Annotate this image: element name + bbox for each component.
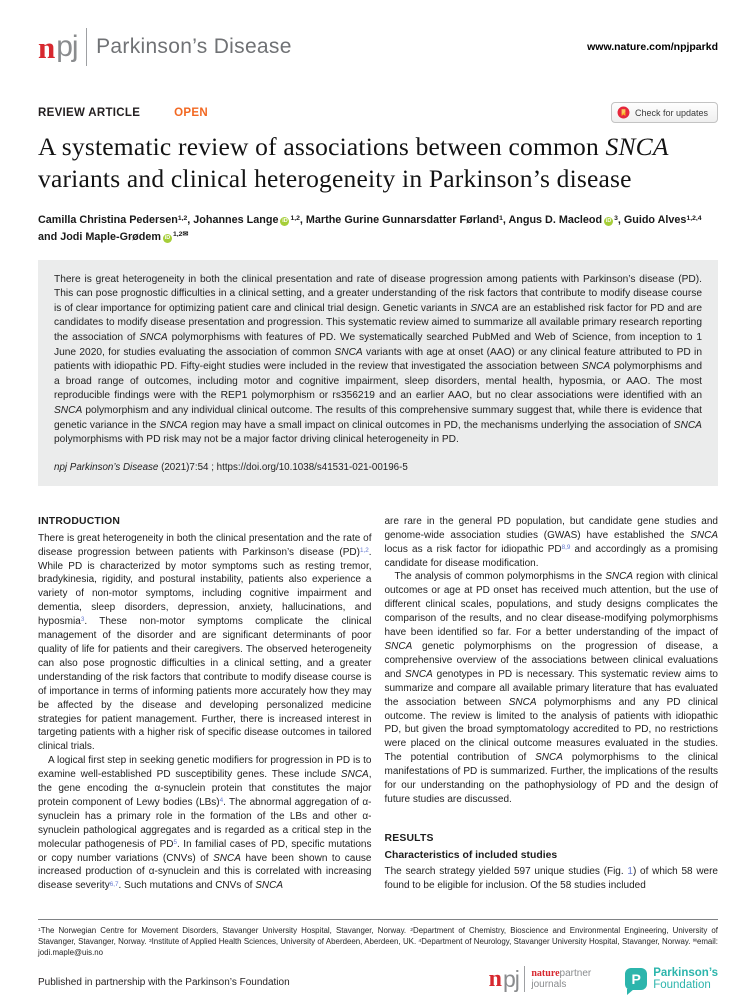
check-for-updates-button[interactable]	[611, 102, 718, 123]
reference-link[interactable]: 4	[219, 797, 224, 805]
superscript: 2	[410, 927, 413, 933]
npj-logo-pj: pj	[502, 965, 519, 992]
citation-line[interactable]: npj Parkinson’s Disease (2021)7:54 ; https://doi.org/10.1038/s41531-021-00196-5	[54, 461, 408, 473]
open-access-label: OPEN	[174, 106, 208, 119]
npj-logo-n: n	[488, 966, 502, 992]
superscript: ✉	[692, 938, 697, 944]
orcid-icon[interactable]: iD	[282, 218, 288, 225]
italic-text: SNCA	[213, 852, 241, 864]
npj-journal-logo	[38, 28, 292, 66]
superscript: 3	[614, 215, 618, 223]
reference-link[interactable]: 5	[173, 838, 178, 846]
italic-text: SNCA	[470, 302, 499, 314]
logo-divider	[86, 28, 88, 66]
superscript: 1	[499, 215, 503, 223]
right-column	[385, 515, 719, 913]
footnote-divider	[38, 919, 718, 920]
orcid-icon[interactable]: iD	[605, 218, 612, 225]
crossmark-icon	[617, 106, 630, 119]
italic-text: SNCA	[581, 361, 611, 373]
article-type-row	[38, 102, 718, 123]
italic-text: SNCA	[384, 640, 413, 652]
abstract-box	[38, 260, 718, 486]
npj-partner-journals-logo	[489, 966, 592, 992]
journal-name: Parkinson’s Disease	[96, 35, 292, 58]
foundation-name-top: Parkinson’s	[653, 967, 718, 979]
orcid-icon[interactable]: iD	[164, 234, 171, 241]
superscript: 1,2	[177, 215, 188, 223]
foundation-name-bottom: Foundation	[653, 979, 711, 991]
check-for-updates-label: Check for updates	[634, 107, 708, 118]
results-heading: RESULTS	[384, 832, 434, 844]
affiliations-footnote: $^1$The Norwegian Centre for Movement Disorders, Stavanger University Hospital, Stavanger, Norway. $^2$Department of Chemistry, Bioscience and Environmental Engineering, University of Stavanger, Stavanger, Norway. $^3$Institute of Applied Health Sciences, University of Aberdeen, Aberdeen, UK. $^4$Department of Neurology, Stavanger University Hospital, Stavanger, Norway. ✉email: jodi.maple@uis.no	[38, 925, 718, 957]
journal-website-link[interactable]: www.nature.com/npjparkd	[587, 41, 718, 53]
italic-text: SNCA	[673, 419, 702, 431]
superscript: 1,2	[290, 215, 300, 223]
italic-text: SNCA	[334, 346, 363, 358]
reference-link[interactable]: 1,2	[359, 546, 369, 554]
italic-text: npj Parkinson’s Disease	[54, 461, 159, 473]
foundation-name	[653, 967, 718, 991]
figure-link[interactable]: 1	[627, 865, 633, 877]
intro-paragraph-2-continued: are rare in the general PD population, but candidate gene studies and genome-wide association studies (GWAS) have established the SNCA locus as a risk factor for idiopathic PD$^{8,9}$ and accordingly as a promising candidate for disease modification.	[384, 515, 718, 569]
nature-partner-journals-label	[531, 968, 591, 990]
parkinsons-foundation-logo	[625, 967, 718, 991]
partner-label: partner	[559, 968, 592, 979]
italic-text: SNCA	[605, 132, 669, 161]
italic-text: SNCA	[159, 419, 188, 431]
reference-link[interactable]: 3	[80, 616, 85, 624]
body-columns	[38, 515, 718, 913]
npj-logo-n: n	[38, 29, 56, 65]
abstract-text: There is great heterogeneity in both the clinical presentation and rate of disease progression among patients with Parkinson’s disease (PD). This can pose prognostic difficulties in a clinical setting, and a greater understanding of the risk factors that contribute to modify disease course is of clear importance for optimizing patient care and clinical trial design. Genetic variants in SNCA are an established risk factor for PD and are candidates to modify disease presentation and progression. This systematic review aimed to summarize all available primary research reporting the association of SNCA polymorphisms with features of PD. We systematically searched PubMed and Web of Science, from inception to 1 June 2020, for studies evaluating the association of common SNCA variants with age at onset (AAO) or any clinical feature attributed to PD in patients with idiopathic PD. Fifty-eight studies were included in the review that investigated the association between SNCA polymorphisms and a broad range of outcomes, including motor and cognitive impairment, sleep disorders, mental health, hyposmia, or AAO. The most reproducible findings were with the REP1 polymorphism or rs356219 and an earlier AAO, but no clear associations were identified with an SNCA polymorphism and any individual clinical outcome. The results of this comprehensive summary suggest that, while there is evidence that genetic variance in the SNCA region may have a small impact on clinical outcomes in PD, the mechanisms underlying the association of SNCA polymorphisms with PD risk may not be a major factor driving clinical heterogeneity in PD.	[54, 273, 702, 446]
left-column	[38, 515, 372, 913]
intro-paragraph-3: The analysis of common polymorphisms in the SNCA region with clinical outcomes or age at PD onset has received much attention, but the use of different clinical scales, populations, and study designs complicates the comparison of the results, and no clear disease-modifying polymorphisms have been identified so far. For a better understanding of the impact of SNCA genetic polymorphisms on the progression of disease, a comprehensive overview of the associations between clinical evaluations and SNCA genotypes in PD is necessary. This systematic review aims to summarize and compare all available primary literature that has evaluated the association between SNCA polymorphisms and any PD clinical outcome. The review is limited to the analysis of patients with idiopathic PD, but given the broad symptomatology accredited to PD, no restrictions were placed on the clinical outcome measures evaluated in the studies. The potential contribution of SNCA polymorphisms to the clinical manifestations of PD is summarized. Further, the implications of the results for our understanding on the pathophysiology of PD and the design of future studies are discussed.	[384, 571, 719, 805]
speech-bubble-p-icon: P	[625, 968, 647, 990]
article-type-label: REVIEW ARTICLE	[38, 106, 141, 119]
results-subheading: Characteristics of included studies	[384, 849, 558, 861]
journals-label: journals	[531, 979, 567, 990]
italic-text: SNCA	[605, 571, 634, 583]
page-footer	[38, 956, 718, 992]
results-section	[385, 832, 719, 893]
results-paragraph-1: The search strategy yielded 597 unique studies (Fig. 1) of which 58 were found to be eligible for inclusion. Of the 58 studies included	[384, 865, 718, 891]
introduction-heading: INTRODUCTION	[38, 515, 121, 527]
superscript: 1,2,4	[686, 215, 702, 223]
partnership-note: Published in partnership with the Parkinson’s Foundation	[38, 977, 290, 988]
intro-paragraph-2: A logical first step in seeking genetic modifiers for progression in PD is to examine well-established PD susceptibility genes. These include SNCA, the gene encoding the α-synuclein protein that constitutes the major protein component of Lewy bodies (LBs)$^4$. The abnormal aggregation of α-synuclein has a primary role in the formation of the LBs and other α-synuclein pathological aggregates and is regarded as a critical step in the molecular pathogenesis of $PD^5$. In familial cases of PD, specific mutations or copy number variations (CNVs) of SNCA have been shown to cause increased production of α-synuclein and this is correlated with increasing disease severity$^{6,7}$. Such mutations and CNVs of SNCA	[38, 755, 372, 892]
footer-logos	[489, 966, 718, 992]
superscript: ✉	[182, 231, 189, 239]
italic-text: SNCA	[54, 405, 83, 417]
italic-text: SNCA	[139, 332, 168, 344]
italic-text: SNCA	[508, 696, 537, 708]
italic-text: SNCA	[340, 769, 369, 781]
superscript: 4	[418, 938, 422, 944]
italic-text: SNCA	[255, 880, 283, 892]
superscript: 3	[148, 938, 152, 944]
italic-text: SNCA	[405, 668, 433, 680]
superscript: 1,2	[172, 231, 183, 239]
author-list: Camilla Christina Pedersen$^{1,2}$, Johannes Lange iD $^{1,2}$, Marthe Gurine Gunnarsdatter Førland$^1$, Angus D. Macleod iD $^3$, Guido Alves$^{1,2,4}$ and Jodi Maple-Grødem iD $^{1,2✉}$	[38, 214, 702, 243]
nature-label: nature	[531, 968, 560, 979]
italic-text: SNCA	[535, 752, 563, 764]
masthead	[38, 26, 718, 68]
italic-text: SNCA	[690, 529, 718, 541]
superscript: 1	[38, 927, 41, 933]
intro-paragraph-1: There is great heterogeneity in both the clinical presentation and the rate of disease progression between patients with Parkinson’s disease (PD)$^{1,2}$. While PD is characterized by motor symptoms such as resting tremor, bradykinesia, rigidity, and postural instability, patients also experience a variety of non-motor symptoms, including cognitive impairment and dementia, sleep disorders, depression, anxiety, hallucinations, and hyposmia$^3$. These non-motor symptoms complicate the clinical management of the disorder and are significant determinants of poor quality of life for patients and their caregivers. The observed heterogeneity can also pose prognostic difficulties in a clinical setting, and a greater understanding of the risk factors that contribute to modify disease course is of importance in terms of informing patients more accurately how they may be affected by the disease and developing personalized medicine strategies for patient management. Further, there is increased interest in targeting patients with a higher risk of specific disease outcomes in tailored clinical trials.	[38, 532, 372, 753]
logo-divider	[524, 966, 526, 992]
article-title: A systematic review of associations between common SNCA variants and clinical heterogeneity in Parkinson’s disease	[38, 132, 669, 194]
reference-link[interactable]: 8,9	[561, 543, 571, 551]
reference-link[interactable]: 6,7	[109, 880, 119, 888]
npj-logo-pj: pj	[56, 30, 78, 63]
